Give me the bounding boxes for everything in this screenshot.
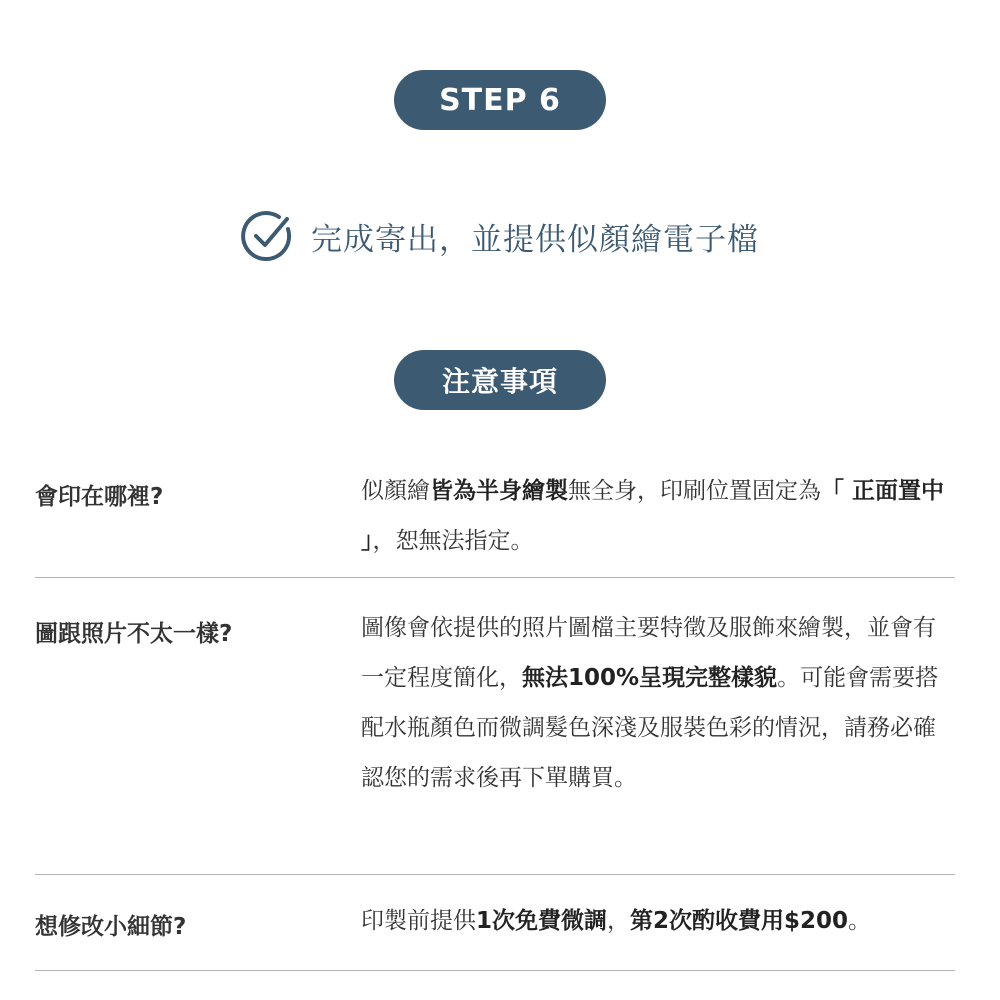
step-badge bbox=[394, 70, 606, 130]
answer-text: 無全身，印刷位置固定為 bbox=[568, 478, 821, 504]
faq-question: 想修改小細節? bbox=[35, 914, 187, 940]
faq-question: 圖跟照片不太一樣? bbox=[35, 621, 233, 647]
divider bbox=[35, 970, 955, 971]
answer-text: 圖像會依提供的照片圖檔主要特徵及服飾來繪製，並會有一定程度簡化， bbox=[361, 615, 936, 691]
check-circle-icon bbox=[241, 209, 295, 263]
answer-text: 。可能會需要搭配水瓶顏色而微調髮色深淺及服裝色彩的情況，請務必確認您的需求後再下單購買。 bbox=[361, 665, 939, 791]
divider bbox=[35, 874, 955, 875]
faq-answer bbox=[361, 603, 955, 803]
step-description: 完成寄出，並提供似顏繪電子檔 bbox=[311, 221, 759, 258]
step-description-line bbox=[0, 208, 1000, 264]
answer-text: 似顏繪 bbox=[361, 478, 430, 504]
answer-bold-text: 皆為半身繪製 bbox=[430, 478, 568, 504]
answer-bold-text: 「 正面置中 」 bbox=[361, 478, 945, 554]
divider bbox=[35, 577, 955, 578]
faq-answer bbox=[361, 896, 955, 946]
answer-bold-text: 1次免費微調 bbox=[476, 908, 608, 934]
notes-badge bbox=[394, 350, 606, 410]
answer-text: 。 bbox=[848, 908, 872, 934]
step-badge-label: STEP 6 bbox=[439, 82, 561, 118]
notes-badge-label: 注意事項 bbox=[441, 365, 558, 398]
answer-text: 印製前提供 bbox=[361, 908, 476, 934]
faq-answer bbox=[361, 466, 955, 566]
answer-text: ，恕無法指定。 bbox=[372, 528, 534, 554]
answer-text: ， bbox=[607, 908, 631, 934]
faq-question: 會印在哪裡? bbox=[35, 484, 164, 510]
answer-bold-text: 第2次酌收費用$200 bbox=[630, 908, 849, 934]
answer-bold-text: 無法100%呈現完整樣貌 bbox=[522, 665, 778, 691]
